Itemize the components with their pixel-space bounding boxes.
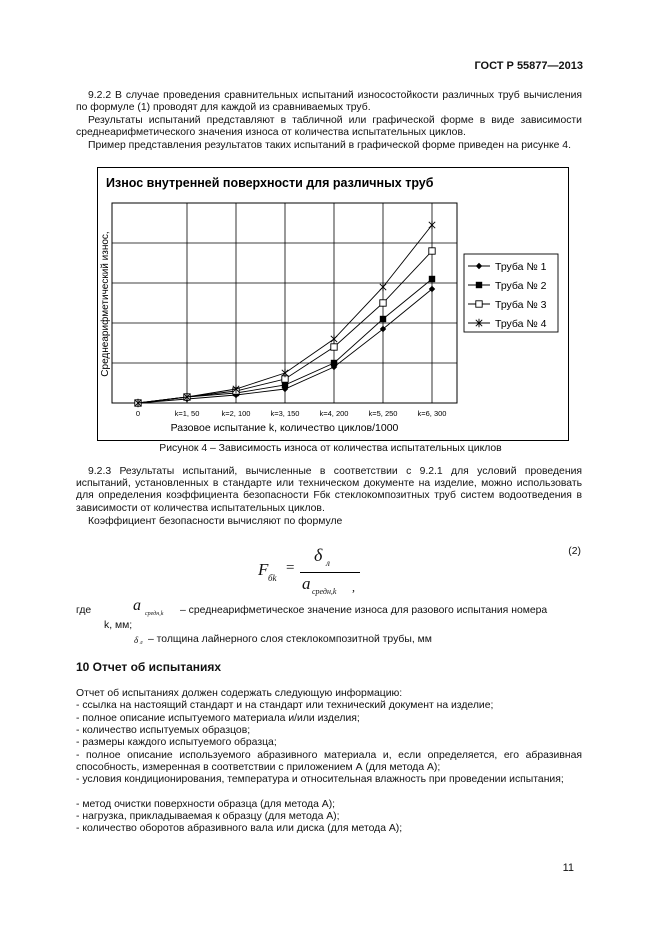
chart-title: Износ внутренней поверхности для различных труб xyxy=(106,176,434,190)
formula-equals: = xyxy=(286,560,295,576)
formula-number: (2) xyxy=(568,546,581,557)
x-axis-label: Разовое испытание k, количество циклов/1000 xyxy=(170,422,399,434)
list-item: - метод очистки поверхности образца (для метода А); xyxy=(76,799,336,810)
x-tick-label: k=4, 200 xyxy=(319,409,349,418)
x-tick-label: k=3, 150 xyxy=(270,409,300,418)
paragraph-results-form: Результаты испытаний представляют в табличной или графической форме в виде зависимости среднеарифметического значения износа от количества испытательных циклов. xyxy=(76,115,582,139)
legend-label: Труба № 4 xyxy=(495,318,547,330)
def-a-k: k, мм; xyxy=(104,620,133,631)
formula-a: a xyxy=(302,574,311,593)
x-tick-label: k=1, 50 xyxy=(174,409,200,418)
figure-caption: Рисунок 4 – Зависимость износа от количества испытательных циклов xyxy=(159,443,502,454)
formula-F: F xyxy=(258,560,269,579)
section-10-intro: Отчет об испытаниях должен содержать следующую информацию: xyxy=(76,688,403,699)
legend-marker xyxy=(476,301,482,307)
section-10-title: 10 Отчет об испытаниях xyxy=(76,660,222,674)
def-a-text: – среднеарифметическое значение износа для разового испытания номера xyxy=(180,605,548,616)
x-tick-label: 0 xyxy=(135,409,141,418)
formula-delta-sub: л xyxy=(326,558,330,568)
formula-a-sub: средн,k xyxy=(312,587,337,596)
def-delta-text: – толщина лайнерного слоя стеклокомпозитной трубы, мм xyxy=(148,634,432,645)
fraction-bar xyxy=(300,572,360,573)
data-point xyxy=(331,360,337,366)
paragraph-example-ref: Пример представления результатов таких испытаний в графической форме приведен на рисунке 4. xyxy=(88,140,571,151)
data-point xyxy=(380,316,386,322)
plot-group xyxy=(112,203,558,434)
def-delta-symbol: δ xyxy=(134,635,139,645)
paragraph-formula-intro: Коэффициент безопасности вычисляют по формуле xyxy=(88,516,343,527)
paragraph-9-2-3: 9.2.3 Результаты испытаний, вычисленные в соответствии с 9.2.1 для условий проведения испытаний, установленных в стандарте или техническом документе на изделие, можно использовать для определения коэффициента безопасности Fбк стеклокомпозитных труб систем водоотведения в зависимости от количества испытательных циклов. xyxy=(76,466,582,514)
chart-svg xyxy=(98,168,568,440)
list-item: - количество испытуемых образцов; xyxy=(76,725,251,736)
list-item: - полное описание используемого абразивного материала и, если определяется, его абразивная способность, измеренная в соответствии с приложением А (для метода А); xyxy=(76,750,582,774)
x-tick-label: k=5, 250 xyxy=(368,409,398,418)
page-number: 11 xyxy=(562,862,574,874)
formula-delta: δ xyxy=(314,545,323,565)
legend-label: Труба № 3 xyxy=(495,299,547,311)
legend-label: Труба № 2 xyxy=(495,280,547,292)
def-a-subscript: средн,k xyxy=(145,611,164,617)
data-point xyxy=(380,300,386,306)
list-item: - количество оборотов абразивного вала или диска (для метода А); xyxy=(76,823,403,834)
list-item: - размеры каждого испытуемого образца; xyxy=(76,737,277,748)
data-point xyxy=(429,276,435,282)
data-point xyxy=(331,344,337,350)
chart-group xyxy=(99,176,558,434)
list-item: - ссылка на настоящий стандарт и на стандарт или технический документ на изделие; xyxy=(76,700,494,711)
data-point xyxy=(282,382,288,388)
list-item: - условия кондиционирования, температура и относительная влажность при проведении испытания; xyxy=(76,774,564,785)
document-id: ГОСТ Р 55877—2013 xyxy=(474,60,583,72)
formula-2 xyxy=(258,545,368,605)
x-tick-label: k=6, 300 xyxy=(417,409,447,418)
formula-F-sub: бk xyxy=(268,573,277,583)
list-item: - полное описание испытуемого материала и/или изделия; xyxy=(76,713,360,724)
legend-marker xyxy=(476,282,482,288)
where-label: где xyxy=(76,605,92,616)
def-delta-subscript: л xyxy=(140,640,143,646)
paragraph-9-2-2: 9.2.2 В случае проведения сравнительных испытаний износостойкости различных труб вычисления по формуле (1) проводят для каждой из сравниваемых труб. xyxy=(76,90,582,114)
figure-4-chart xyxy=(97,167,569,441)
formula-comma: , xyxy=(352,580,355,594)
x-tick-label: k=2, 100 xyxy=(221,409,251,418)
list-item: - нагрузка, прикладываемая к образцу (для метода А); xyxy=(76,811,340,822)
def-a-symbol: a xyxy=(133,597,141,614)
data-point xyxy=(429,248,435,254)
y-axis-label: Среднеарифметический износ, xyxy=(100,231,111,377)
legend-label: Труба № 1 xyxy=(495,261,547,273)
